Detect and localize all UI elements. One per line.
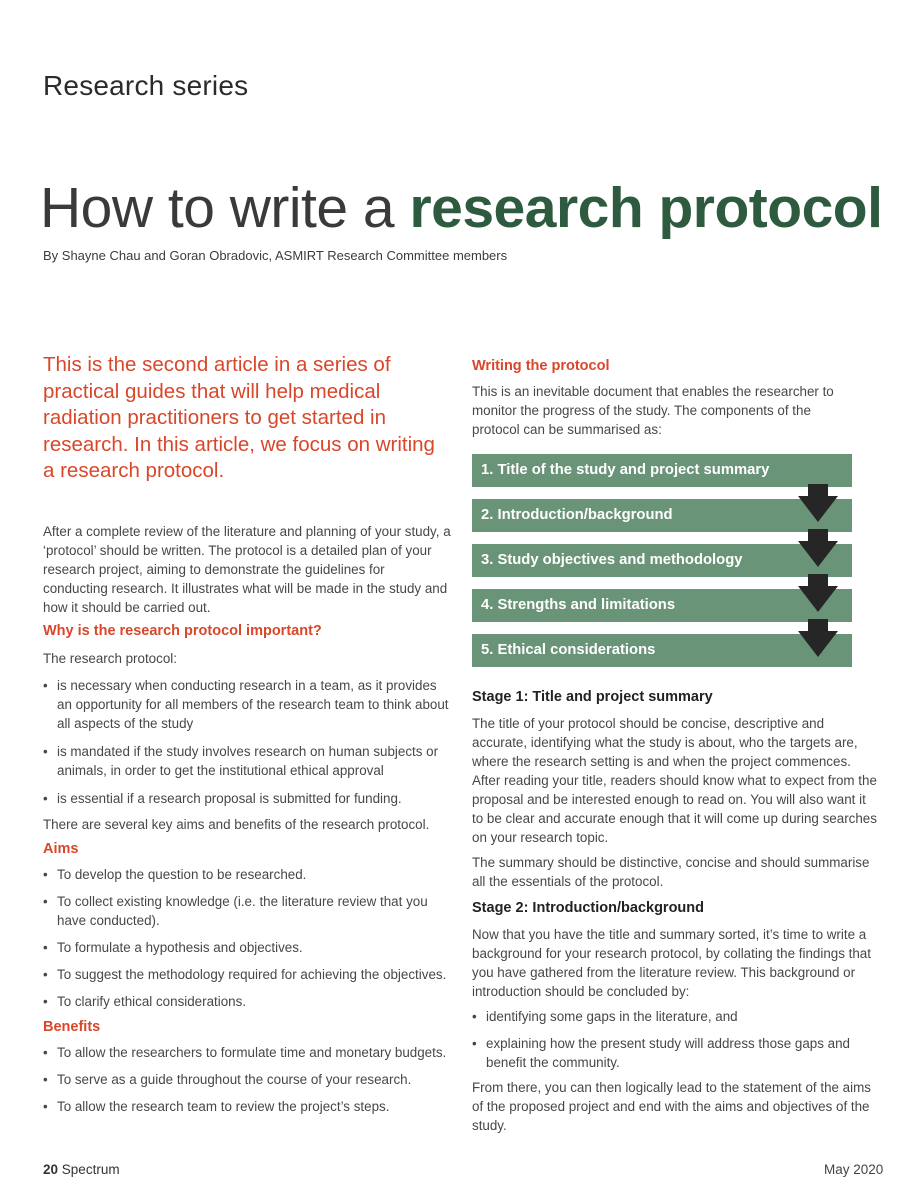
list-item: • is mandated if the study involves research on human subjects or animals, in order to get the institutional ethical approval xyxy=(43,742,453,780)
step-label: Title of the study and project summary xyxy=(497,462,770,478)
footer-date: May 2020 xyxy=(824,1162,884,1177)
list-item: • To collect existing knowledge (i.e. the literature review that you have conducted). xyxy=(43,892,453,930)
aims-list xyxy=(43,865,453,1011)
article-title xyxy=(40,168,882,248)
step-label: Study objectives and methodology xyxy=(497,552,743,568)
down-arrow-icon xyxy=(798,484,838,522)
writing-heading: Writing the protocol xyxy=(472,358,610,374)
down-arrow-icon xyxy=(798,574,838,612)
intro-paragraph: After a complete review of the literature and planning of your study, a ‘protocol’ should be written. The protocol is a detailed plan of your research project, aiming to demonstrate the guidelines for conducting research. It illustrates what will be made in the study and how it should be carried out. xyxy=(43,524,451,615)
byline: By Shayne Chau and Goran Obradovic, ASMIRT Research Committee members xyxy=(43,248,508,263)
left-column xyxy=(43,522,453,1116)
why-lead: The research protocol: xyxy=(43,651,177,666)
list-item: • explaining how the present study will address those gaps and benefit the community. xyxy=(472,1034,877,1072)
step-number: 1. xyxy=(481,462,494,478)
stage2-list xyxy=(472,1007,877,1072)
series-label: Research series xyxy=(43,70,249,101)
benefits-heading: Benefits xyxy=(43,1019,101,1035)
step-3 xyxy=(472,544,852,577)
stage2-heading: Stage 2: Introduction/background xyxy=(472,900,705,916)
stage2-paragraph-2: From there, you can then logically lead to the statement of the aims of the proposed project and end with the aims and objectives of the study. xyxy=(472,1080,871,1133)
list-item: • is essential if a research proposal is submitted for funding. xyxy=(43,789,453,808)
list-item: • To formulate a hypothesis and objectives. xyxy=(43,938,453,957)
stage1-paragraph-1: The title of your protocol should be concise, descriptive and accurate, identifying what the study is about, who the targets are, where the research setting is and when the project commences. After reading your title, readers should know what to expect from the proposal and be interested enough to read on. You will also want it to be clear and accurate enough that it will come up during searches on your research topic. xyxy=(472,716,877,845)
list-item: • To clarify ethical considerations. xyxy=(43,992,453,1011)
stage2-paragraph-1: Now that you have the title and summary sorted, it’s time to write a background for your research protocol, by collating the findings that you have gathered from the literature review. This background or introduction should be concluded by: xyxy=(472,927,871,999)
step-number: 3. xyxy=(481,552,494,568)
why-list xyxy=(43,676,453,808)
magazine-name: Spectrum xyxy=(61,1162,120,1177)
aims-intro: There are several key aims and benefits of the research protocol. xyxy=(43,817,430,832)
step-5 xyxy=(472,634,852,667)
step-2 xyxy=(472,499,852,532)
lead-paragraph: This is the second article in a series of practical guides that will help medical radiation practitioners to get started in research. In this article, we focus on writing a research protocol. xyxy=(43,353,435,482)
writing-paragraph: This is an inevitable document that enables the researcher to monitor the progress of the study. The components of the protocol can be summarised as: xyxy=(472,384,834,437)
list-item: • is necessary when conducting research in a team, as it provides an opportunity for all members of the research team to think about all aspects of the study xyxy=(43,676,453,733)
stage1-heading: Stage 1: Title and project summary xyxy=(472,689,713,705)
list-item: • To serve as a guide throughout the course of your research. xyxy=(43,1070,453,1089)
title-prefix: How to write a xyxy=(40,176,410,240)
benefits-list xyxy=(43,1043,453,1116)
writing-section xyxy=(472,357,852,439)
step-number: 4. xyxy=(481,597,494,613)
step-label: Ethical considerations xyxy=(497,642,656,658)
step-1 xyxy=(472,454,852,487)
list-item: • identifying some gaps in the literature, and xyxy=(472,1007,877,1026)
footer-page-info xyxy=(43,1162,120,1177)
stages-section xyxy=(472,688,877,1135)
down-arrow-icon xyxy=(798,619,838,657)
why-heading: Why is the research protocol important? xyxy=(43,623,322,639)
list-item: • To allow the research team to review the project’s steps. xyxy=(43,1097,453,1116)
step-label: Strengths and limitations xyxy=(497,597,676,613)
list-item: • To develop the question to be researched. xyxy=(43,865,453,884)
list-item: • To allow the researchers to formulate time and monetary budgets. xyxy=(43,1043,453,1062)
protocol-steps-diagram xyxy=(472,454,852,668)
aims-heading: Aims xyxy=(43,841,79,857)
down-arrow-icon xyxy=(798,529,838,567)
step-4 xyxy=(472,589,852,622)
step-label: Introduction/background xyxy=(497,507,673,523)
step-number: 5. xyxy=(481,642,494,658)
page-number: 20 xyxy=(43,1162,59,1177)
stage1-paragraph-2: The summary should be distinctive, concise and should summarise all the essentials of the protocol. xyxy=(472,855,870,889)
list-item: • To suggest the methodology required for achieving the objectives. xyxy=(43,965,453,984)
step-number: 2. xyxy=(481,507,494,523)
title-highlight: research protocol xyxy=(409,176,883,240)
